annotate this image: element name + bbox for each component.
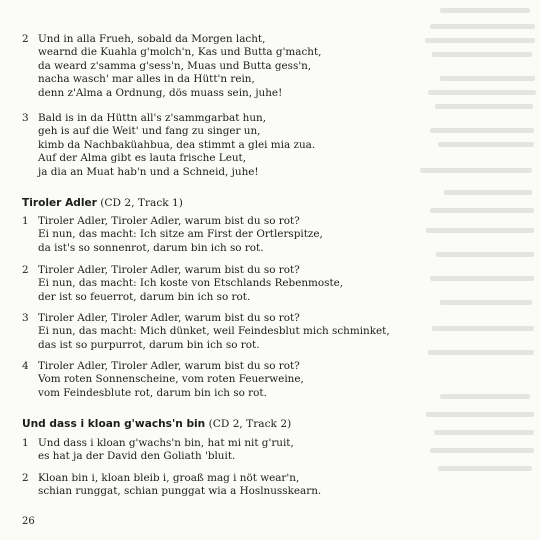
stanza-song2-2 [22,264,422,304]
song-title-text: Tiroler Adler [22,197,97,209]
stanza-number: 2 [22,472,29,484]
stanza-song3-2 [22,472,422,499]
verse-line: da weard z'samma g'sess'n, Muas und Butta gess'n, [38,59,312,72]
verse-line: Kloan bin i, kloan bleib i, groaß mag i nöt wear'n, [38,472,300,484]
verse-line: Tiroler Adler, Tiroler Adler, warum bist du so rot? [38,360,300,372]
verse-line: wearnd die Kuahla g'molch'n, Kas und Butta g'macht, [38,46,322,59]
verse-line: Tiroler Adler, Tiroler Adler, warum bist du so rot? [38,215,300,227]
verse-line: denn z'Alma a Ordnung, dös muass sein, juhe! [38,86,283,99]
verse-line: der ist so feuerrot, darum bin ich so rot. [38,290,251,303]
song-title-tiroler-adler [22,197,183,209]
song-title-text: Und dass i kloan g'wachs'n bin [22,418,206,430]
stanza-number: 4 [22,360,29,372]
verse-line: es hat ja der David den Goliath 'bluit. [38,450,236,463]
page-number: 26 [22,516,35,527]
stanza-song1-2 [22,33,422,100]
verse-line: das ist so purpurrot, darum bin ich so rot. [38,338,260,351]
verse-line: vom Feindesblute rot, darum bin ich so rot. [38,386,267,399]
verse-line: Auf der Alma gibt es lauta frische Leut, [38,152,247,165]
verse-line: kimb da Nachbaküahbua, dea stimmt a glei mia zua. [38,138,316,151]
verse-line: Und in alla Frueh, sobald da Morgen lacht, [38,33,266,45]
verse-line: nacha wasch' mar alles in da Hütt'n rein, [38,73,255,86]
verse-line: Ei nun, das macht: Mich dünket, weil Feindesblut mich schminket, [38,325,390,338]
stanza-number: 2 [22,264,29,276]
verse-line: ja dia an Muat hab'n und a Schneid, juhe! [38,165,259,178]
verse-line: schian runggat, schian punggat wia a Hoslnusskearn. [38,485,322,498]
verse-line: geh is auf die Weit' und fang zu singer un, [38,125,261,138]
stanza-number: 3 [22,312,29,324]
stanza-song1-3 [22,112,422,179]
stanza-song3-1 [22,437,422,464]
verse-line: Bald is in da Hüttn all's z'sammgarbat hun, [38,112,267,124]
stanza-number: 1 [22,215,29,227]
track-info: (CD 2, Track 2) [208,418,292,430]
verse-line: Tiroler Adler, Tiroler Adler, warum bist du so rot? [38,312,300,324]
stanza-number: 2 [22,33,29,45]
stanza-number: 1 [22,437,29,449]
verse-line: Und dass i kloan g'wachs'n bin, hat mi nit g'ruit, [38,437,294,449]
verse-line: Ei nun, das macht: Ich sitze am First der Ortlerspitze, [38,228,323,241]
verse-line: da ist's so sonnenrot, darum bin ich so rot. [38,241,264,254]
verse-line: Ei nun, das macht: Ich koste von Etschlands Rebenmoste, [38,277,344,290]
verse-line: Vom roten Sonnenscheine, vom roten Feuerweine, [38,373,304,386]
stanza-number: 3 [22,112,29,124]
verse-line: Tiroler Adler, Tiroler Adler, warum bist du so rot? [38,264,300,276]
song-title-und-dass-i-kloan [22,418,291,430]
stanza-song2-1 [22,215,422,255]
stanza-song2-4 [22,360,422,400]
stanza-song2-3 [22,312,422,352]
track-info: (CD 2, Track 1) [100,197,183,209]
